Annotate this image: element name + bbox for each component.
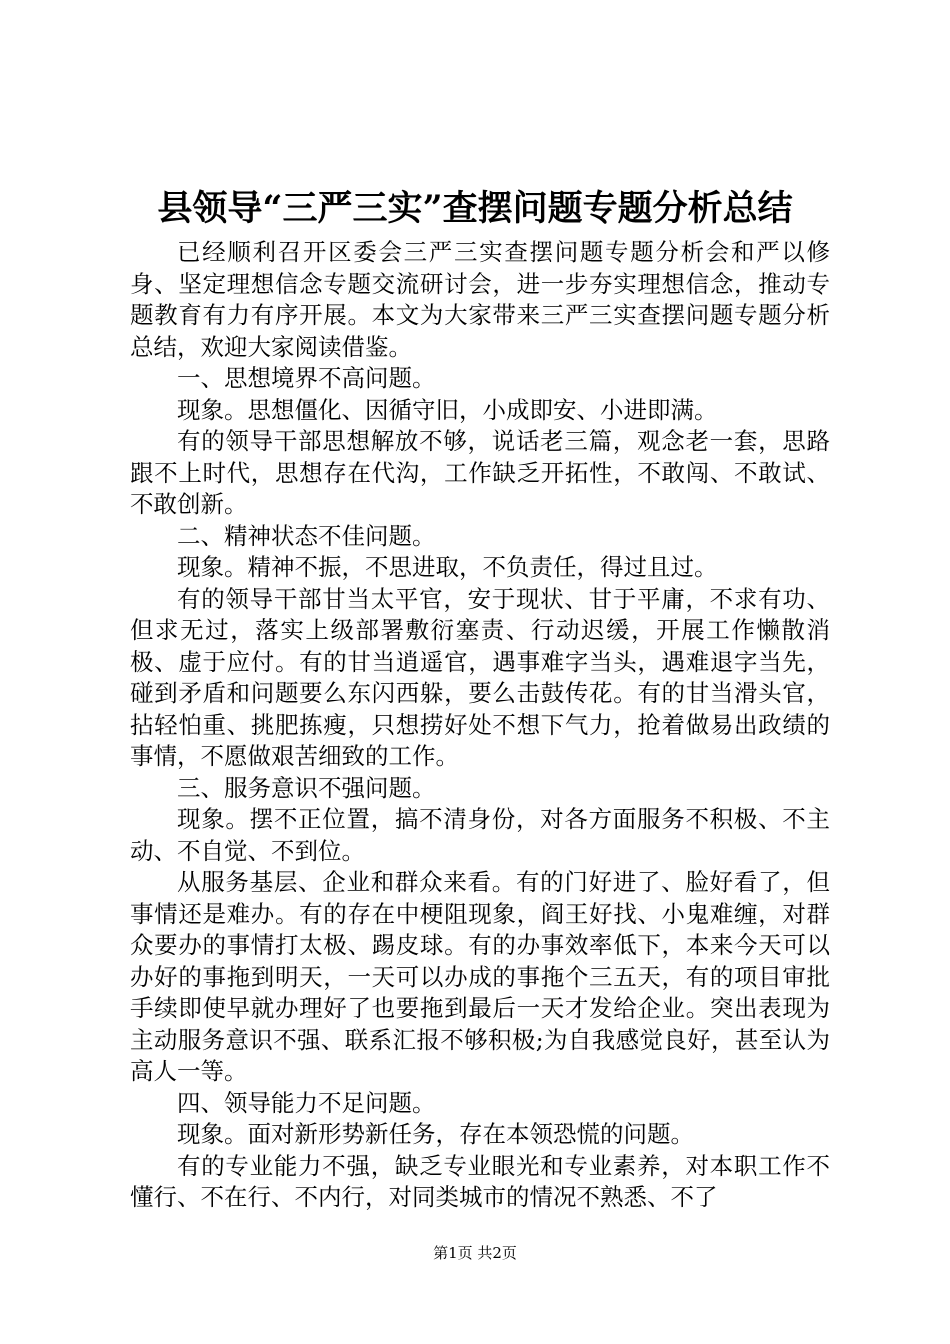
body-paragraph: 有的专业能力不强，缺乏专业眼光和专业素养，对本职工作不懂行、不在行、不内行，对同类城市的情况不熟悉、不了 — [130, 1151, 830, 1211]
section-heading-1: 一、思想境界不高问题。 — [177, 364, 436, 392]
section-heading-2: 二、精神状态不佳问题。 — [177, 521, 436, 550]
body-paragraph: 现象。面对新形势新任务，存在本领恐慌的问题。 — [177, 1120, 694, 1148]
section-heading-3: 三、服务意识不强问题。 — [177, 773, 436, 802]
body-paragraph: 从服务基层、企业和群众来看。有的门好进了、脸好看了，但事情还是难办。有的存在中梗阻现象，阎王好找、小鬼难缠，对群众要办的事情打太极、踢皮球。有的办事效率低下，本来今天可以办好的事拖到明天，一天可以办成的事拖个三五天，有的项目审批手续即使早就办理好了也要拖到最后一天才发给企业。突出表现为主动服务意识不强、联系汇报不够积极;为自我感觉良好，甚至认为高人一等。 — [130, 868, 830, 1085]
body-paragraph: 有的领导干部思想解放不够，说话老三篇，观念老一套，思路跟不上时代，思想存在代沟，工作缺乏开拓性，不敢闯、不敢试、不敢创新。 — [130, 427, 830, 518]
section-heading-4: 四、领导能力不足问题。 — [177, 1088, 436, 1117]
body-paragraph: 现象。摆不正位置，搞不清身份，对各方面服务不积极、不主动、不自觉、不到位。 — [130, 805, 830, 865]
body-paragraph: 有的领导干部甘当太平官，安于现状、甘于平庸，不求有功、但求无过，落实上级部署敷衍塞责、行动迟缓，开展工作懒散消极、虚于应付。有的甘当逍遥官，遇事难字当头，遇难退字当先，碰到矛盾和问题要么东闪西躲，要么击鼓传花。有的甘当滑头官，拈轻怕重、挑肥拣瘦，只想捞好处不想下气力，抢着做易出政绩的事情，不愿做艰苦细致的工作。 — [130, 584, 830, 770]
document-title: 县领导“三严三实”查摆问题专题分析总结 — [157, 188, 793, 229]
page-footer: 第1页 共2页 — [433, 1244, 517, 1262]
body-paragraph: 现象。精神不振，不思进取，不负责任，得过且过。 — [177, 553, 718, 581]
intro-paragraph: 已经顺利召开区委会三严三实查摆问题专题分析会和严以修身、坚定理想信念专题交流研讨会，进一步夯实理想信念，推动专题教育有力有序开展。本文为大家带来三严三实查摆问题专题分析总结，欢迎大家阅读借鉴。 — [130, 238, 830, 361]
body-paragraph: 现象。思想僵化、因循守旧，小成即安、小进即满。 — [177, 395, 718, 424]
document-body — [130, 237, 830, 1214]
